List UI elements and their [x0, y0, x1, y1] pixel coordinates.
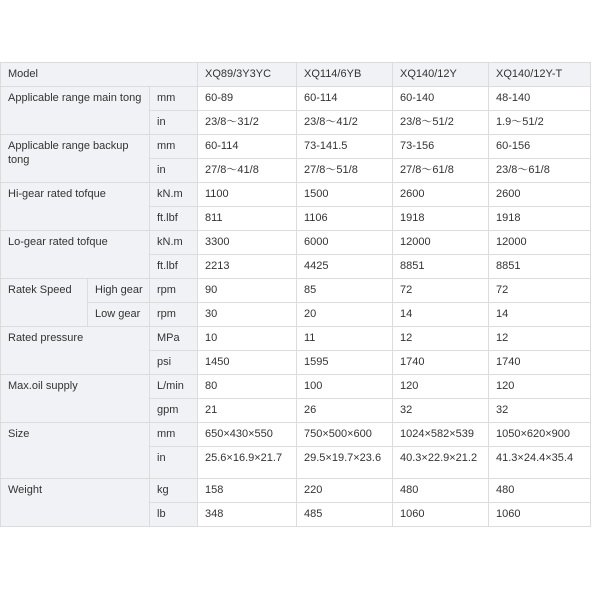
value-cell: 23/8～61/8: [489, 159, 591, 183]
value-cell: 60-114: [297, 87, 393, 111]
value-cell: 1918: [393, 207, 489, 231]
unit-cell: kN.m: [150, 231, 198, 255]
value-cell: 26: [297, 399, 393, 423]
unit-cell: mm: [150, 423, 198, 447]
value-cell: 3300: [198, 231, 297, 255]
model-header-cell: XQ114/6YB: [297, 63, 393, 87]
unit-cell: in: [150, 159, 198, 183]
value-cell: 750×500×600: [297, 423, 393, 447]
value-cell: 8851: [489, 255, 591, 279]
value-cell: 41.3×24.4×35.4: [489, 447, 591, 479]
value-cell: 158: [198, 479, 297, 503]
unit-cell: mm: [150, 87, 198, 111]
unit-cell: in: [150, 111, 198, 135]
value-cell: 2600: [489, 183, 591, 207]
value-cell: 25.6×16.9×21.7: [198, 447, 297, 479]
value-cell: 32: [489, 399, 591, 423]
value-cell: 27/8～61/8: [393, 159, 489, 183]
value-cell: 8851: [393, 255, 489, 279]
row-sublabel: Low gear: [88, 303, 150, 327]
model-header-label: Model: [1, 63, 198, 87]
value-cell: 220: [297, 479, 393, 503]
value-cell: 23/8～51/2: [393, 111, 489, 135]
table-row: [1, 231, 591, 255]
value-cell: 1500: [297, 183, 393, 207]
value-cell: 90: [198, 279, 297, 303]
value-cell: 811: [198, 207, 297, 231]
table-row: [1, 87, 591, 111]
value-cell: 72: [489, 279, 591, 303]
value-cell: 11: [297, 327, 393, 351]
value-cell: 60-140: [393, 87, 489, 111]
value-cell: 4425: [297, 255, 393, 279]
value-cell: 21: [198, 399, 297, 423]
unit-cell: mm: [150, 135, 198, 159]
unit-cell: in: [150, 447, 198, 479]
unit-cell: L/min: [150, 375, 198, 399]
unit-cell: lb: [150, 503, 198, 527]
value-cell: 1100: [198, 183, 297, 207]
unit-cell: ft.lbf: [150, 207, 198, 231]
value-cell: 32: [393, 399, 489, 423]
unit-cell: gpm: [150, 399, 198, 423]
row-label: Size: [1, 423, 150, 479]
table-header-row: [1, 63, 591, 87]
value-cell: 23/8～41/2: [297, 111, 393, 135]
spec-table: [0, 62, 591, 527]
value-cell: 1.9～51/2: [489, 111, 591, 135]
value-cell: 85: [297, 279, 393, 303]
unit-cell: psi: [150, 351, 198, 375]
value-cell: 48-140: [489, 87, 591, 111]
table-row: [1, 423, 591, 447]
value-cell: 6000: [297, 231, 393, 255]
model-header-cell: XQ140/12Y: [393, 63, 489, 87]
unit-cell: rpm: [150, 303, 198, 327]
value-cell: 12000: [393, 231, 489, 255]
value-cell: 60-156: [489, 135, 591, 159]
value-cell: 27/8～41/8: [198, 159, 297, 183]
table-row: [1, 279, 591, 303]
value-cell: 12: [489, 327, 591, 351]
row-label: Rated pressure: [1, 327, 150, 375]
value-cell: 12000: [489, 231, 591, 255]
value-cell: 1024×582×539: [393, 423, 489, 447]
unit-cell: kN.m: [150, 183, 198, 207]
value-cell: 348: [198, 503, 297, 527]
value-cell: 27/8～51/8: [297, 159, 393, 183]
row-label: Hi-gear rated tofque: [1, 183, 150, 231]
row-label: Lo-gear rated tofque: [1, 231, 150, 279]
table-row: [1, 479, 591, 503]
value-cell: 10: [198, 327, 297, 351]
table-row: [1, 135, 591, 159]
value-cell: 40.3×22.9×21.2: [393, 447, 489, 479]
value-cell: 23/8～31/2: [198, 111, 297, 135]
value-cell: 12: [393, 327, 489, 351]
unit-cell: kg: [150, 479, 198, 503]
table-row: [1, 375, 591, 399]
value-cell: 120: [393, 375, 489, 399]
value-cell: 20: [297, 303, 393, 327]
value-cell: 29.5×19.7×23.6: [297, 447, 393, 479]
value-cell: 73-141.5: [297, 135, 393, 159]
value-cell: 14: [489, 303, 591, 327]
value-cell: 480: [489, 479, 591, 503]
value-cell: 60-89: [198, 87, 297, 111]
value-cell: 2600: [393, 183, 489, 207]
value-cell: 72: [393, 279, 489, 303]
row-label: Applicable range main tong: [1, 87, 150, 135]
value-cell: 485: [297, 503, 393, 527]
unit-cell: rpm: [150, 279, 198, 303]
row-label: Applicable range backup tong: [1, 135, 150, 183]
value-cell: 30: [198, 303, 297, 327]
value-cell: 1050×620×900: [489, 423, 591, 447]
value-cell: 73-156: [393, 135, 489, 159]
unit-cell: MPa: [150, 327, 198, 351]
table-row: [1, 183, 591, 207]
value-cell: 480: [393, 479, 489, 503]
value-cell: 1060: [489, 503, 591, 527]
row-label: Weight: [1, 479, 150, 527]
value-cell: 1106: [297, 207, 393, 231]
value-cell: 80: [198, 375, 297, 399]
value-cell: 60-114: [198, 135, 297, 159]
value-cell: 1740: [393, 351, 489, 375]
row-label: Max.oil supply: [1, 375, 150, 423]
value-cell: 2213: [198, 255, 297, 279]
value-cell: 650×430×550: [198, 423, 297, 447]
value-cell: 1450: [198, 351, 297, 375]
unit-cell: ft.lbf: [150, 255, 198, 279]
row-sublabel: High gear: [88, 279, 150, 303]
row-label: Ratek Speed: [1, 279, 88, 327]
table-row: [1, 327, 591, 351]
value-cell: 1595: [297, 351, 393, 375]
value-cell: 120: [489, 375, 591, 399]
table-row: [1, 303, 591, 327]
value-cell: 1060: [393, 503, 489, 527]
spec-table-container: [0, 62, 590, 527]
value-cell: 14: [393, 303, 489, 327]
model-header-cell: XQ140/12Y-T: [489, 63, 591, 87]
value-cell: 1740: [489, 351, 591, 375]
value-cell: 1918: [489, 207, 591, 231]
model-header-cell: XQ89/3Y3YC: [198, 63, 297, 87]
value-cell: 100: [297, 375, 393, 399]
